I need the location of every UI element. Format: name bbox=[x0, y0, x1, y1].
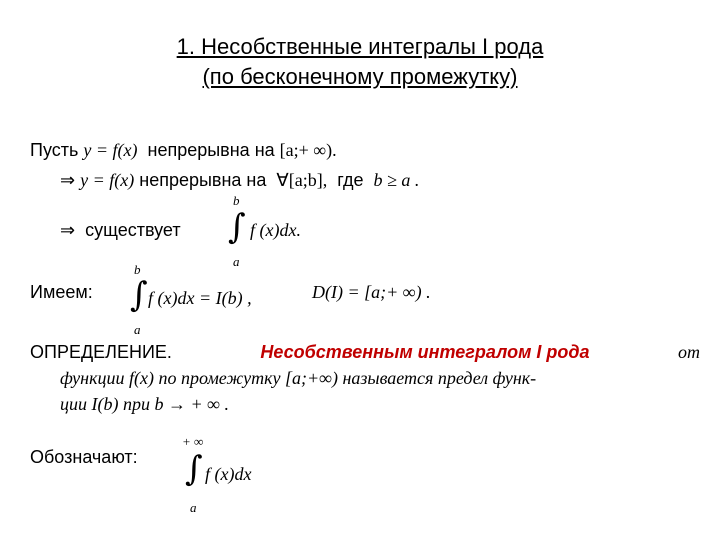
intro-line-1 bbox=[30, 140, 337, 161]
function-formula: y = f(x) bbox=[83, 140, 138, 160]
implies-arrow-2: ⇒ bbox=[60, 220, 76, 240]
notation-lower-limit: a bbox=[190, 500, 197, 515]
notation-upper-limit: + ∞ bbox=[182, 434, 204, 449]
where-text: где bbox=[337, 170, 364, 190]
function-formula-2: y = f(x) bbox=[80, 170, 135, 190]
have-label: Имеем: bbox=[30, 282, 93, 302]
have-lower-limit: a bbox=[134, 322, 141, 337]
integral-expression: f (x)dx. bbox=[250, 220, 301, 240]
integral-sign-icon: ∫ bbox=[130, 275, 148, 315]
definition-term: Несобственным интегралом I рода bbox=[260, 342, 590, 362]
intro-line-3 bbox=[60, 220, 181, 241]
have-expression: f (x)dx = I(b) , bbox=[148, 288, 252, 308]
interval-text: [a;+ ∞). bbox=[279, 140, 337, 160]
integral-sign-icon: ∫ bbox=[185, 449, 203, 489]
domain-expression: D(I) = [a;+ ∞) . bbox=[312, 282, 431, 302]
notation-label: Обозначают: bbox=[30, 447, 138, 467]
intro-prefix: Пусть bbox=[30, 140, 79, 160]
continuous-text-2: непрерывна на bbox=[139, 170, 267, 190]
intro-line-2 bbox=[60, 170, 419, 191]
condition-text: b ≥ a . bbox=[373, 170, 420, 190]
implies-arrow: ⇒ bbox=[60, 170, 76, 190]
definition-line-3: ции I(b) при b → + ∞ . bbox=[60, 394, 229, 414]
definition-rest: от bbox=[677, 342, 700, 362]
exists-text: существует bbox=[85, 220, 181, 240]
integral-upper-limit: b bbox=[233, 193, 240, 208]
have-upper-limit: b bbox=[134, 262, 141, 277]
integral-sign-icon: ∫ bbox=[228, 207, 246, 247]
definition-line-2: функции f(x) по промежутку [a;+∞) называется предел функ- bbox=[60, 368, 537, 388]
continuous-text: непрерывна на bbox=[147, 140, 275, 160]
title-line-2: (по бесконечному промежутку) bbox=[202, 64, 518, 89]
definition-label: ОПРЕДЕЛЕНИЕ. bbox=[30, 342, 172, 362]
integral-lower-limit: a bbox=[233, 254, 240, 269]
title-line-1: 1. Несобственные интегралы I рода bbox=[176, 34, 544, 59]
notation-expression: f (x)dx bbox=[205, 464, 252, 484]
definition-line-1 bbox=[30, 342, 700, 363]
segment-text: ∀[a;b], bbox=[276, 170, 328, 190]
